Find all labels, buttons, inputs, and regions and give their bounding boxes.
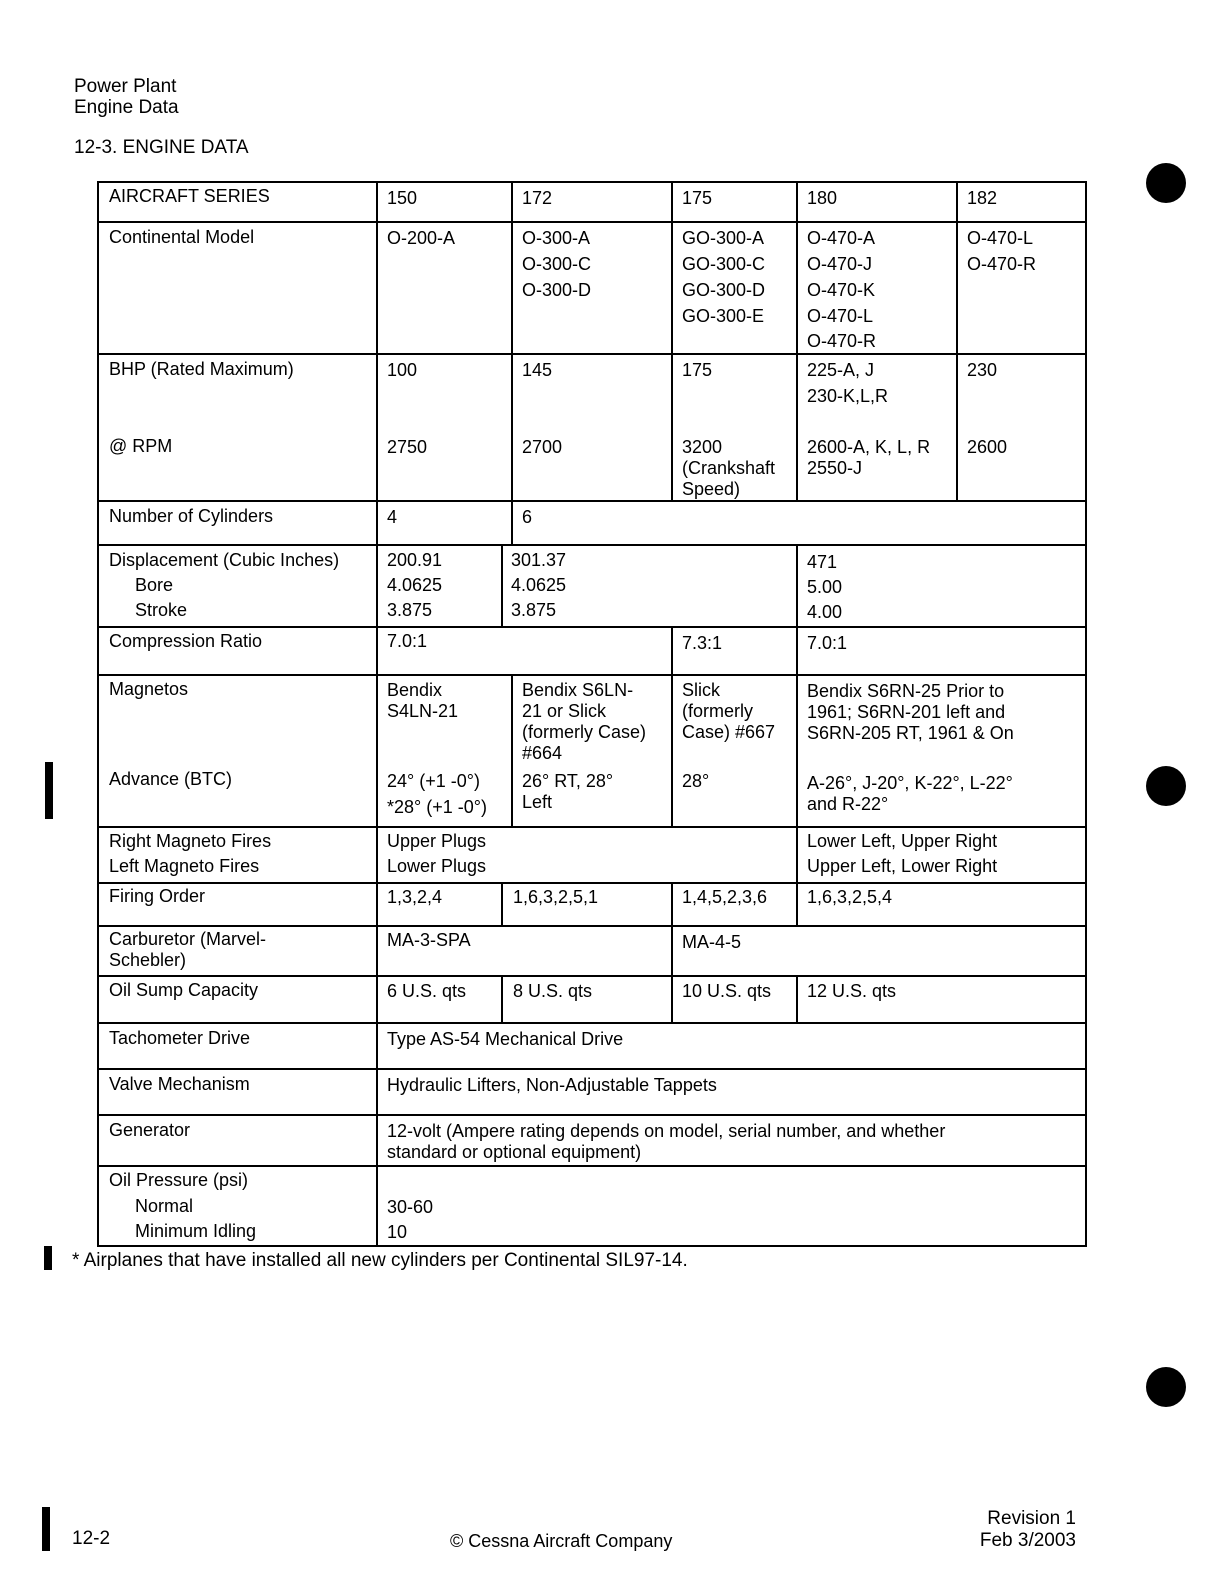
- row-valve-mechanism: [97, 1068, 1087, 1114]
- footnote: * Airplanes that have installed all new cylinders per Continental SIL97-14.: [72, 1250, 688, 1271]
- carburetor-label-a: Carburetor (Marvel-: [109, 929, 267, 949]
- row-compression: [97, 626, 1087, 674]
- firing-175: 1,4,5,2,3,6: [682, 887, 768, 907]
- oil-sump-180-182: 12 U.S. qts: [807, 981, 897, 1001]
- row-cylinders: [97, 500, 1087, 544]
- section-title: 12-3. ENGINE DATA: [74, 137, 249, 158]
- oil-sump-175: 10 U.S. qts: [682, 981, 772, 1001]
- oil-sump-172: 8 U.S. qts: [513, 981, 593, 1001]
- magneto-175-c: Case) #667: [682, 722, 776, 742]
- magneto-172-a: Bendix S6LN-: [522, 680, 634, 700]
- model-180-j: O-470-J: [807, 254, 873, 274]
- advance-175: 28°: [682, 771, 710, 791]
- displacement-172-175: 301.37: [511, 550, 567, 570]
- cylinders-rest: 6: [522, 507, 533, 527]
- model-175-e: GO-300-E: [682, 306, 765, 326]
- magneto-180-182-a: Bendix S6RN-25 Prior to: [807, 681, 1005, 701]
- firing-172: 1,6,3,2,5,1: [513, 887, 599, 907]
- compression-175: 7.3:1: [682, 633, 723, 653]
- row-aircraft-series: [97, 181, 1087, 221]
- series-180: 180: [807, 188, 838, 208]
- model-172-a: O-300-A: [522, 228, 591, 248]
- series-182: 182: [967, 188, 998, 208]
- model-182-l: O-470-L: [967, 228, 1034, 248]
- bore-label: Bore: [135, 575, 174, 595]
- rpm-180-a: 2600-A, K, L, R: [807, 437, 931, 457]
- rpm-label: @ RPM: [109, 436, 173, 456]
- model-180-l: O-470-L: [807, 306, 874, 326]
- displacement-label: Displacement (Cubic Inches): [109, 550, 340, 570]
- series-172: 172: [522, 188, 553, 208]
- cylinders-label: Number of Cylinders: [109, 506, 274, 526]
- rpm-175-c: Speed): [682, 479, 741, 499]
- carburetor-label-b: Schebler): [109, 950, 187, 970]
- stroke-180-182: 4.00: [807, 602, 843, 622]
- oil-pressure-label: Oil Pressure (psi): [109, 1170, 249, 1190]
- advance-172-a: 26° RT, 28°: [522, 771, 614, 791]
- firing-150: 1,3,2,4: [387, 887, 443, 907]
- header-engine-data: Engine Data: [74, 97, 179, 118]
- row-generator: [97, 1114, 1087, 1165]
- left-fires-150-175: Lower Plugs: [387, 856, 487, 876]
- firing-180-182: 1,6,3,2,5,4: [807, 887, 893, 907]
- stroke-172-175: 3.875: [511, 600, 557, 620]
- magnetos-label: Magnetos: [109, 679, 189, 699]
- rpm-180-b: 2550-J: [807, 458, 863, 478]
- rpm-150: 2750: [387, 437, 428, 457]
- row-magnetos: [97, 674, 1087, 826]
- oil-sump-label: Oil Sump Capacity: [109, 980, 259, 1000]
- cylinders-150: 4: [387, 507, 398, 527]
- page-number: 12-2: [72, 1528, 111, 1549]
- row-firing-order: [97, 882, 1087, 925]
- aircraft-series-label: AIRCRAFT SERIES: [109, 186, 270, 206]
- firing-order-label: Firing Order: [109, 886, 206, 906]
- generator-value-b: standard or optional equipment): [387, 1142, 642, 1162]
- model-180-a: O-470-A: [807, 228, 876, 248]
- carburetor-150-172: MA-3-SPA: [387, 930, 471, 950]
- stroke-150: 3.875: [387, 600, 433, 620]
- row-continental-model: [97, 221, 1087, 353]
- valve-mechanism-value: Hydraulic Lifters, Non-Adjustable Tappets: [387, 1075, 717, 1095]
- compression-150-172: 7.0:1: [387, 631, 428, 651]
- displacement-150: 200.91: [387, 550, 443, 570]
- binder-hole-middle: [1146, 766, 1186, 806]
- magneto-172-d: #664: [522, 743, 563, 763]
- continental-model-label: Continental Model: [109, 227, 255, 247]
- bhp-180-b: 230-K,L,R: [807, 386, 889, 406]
- bore-150: 4.0625: [387, 575, 443, 595]
- left-fires-180-182: Upper Left, Lower Right: [807, 856, 998, 876]
- model-172-c: O-300-C: [522, 254, 592, 274]
- magneto-172-b: 21 or Slick: [522, 701, 607, 721]
- magneto-172-c: (formerly Case): [522, 722, 647, 742]
- series-175: 175: [682, 188, 713, 208]
- binder-hole-bottom: [1146, 1367, 1186, 1407]
- advance-150-b: *28° (+1 -0°): [387, 797, 487, 817]
- model-175-d: GO-300-D: [682, 280, 766, 300]
- model-182-r: O-470-R: [967, 254, 1037, 274]
- row-oil-sump: [97, 975, 1087, 1022]
- bhp-182: 230: [967, 360, 998, 380]
- right-fires-180-182: Lower Left, Upper Right: [807, 831, 998, 851]
- bore-172-175: 4.0625: [511, 575, 567, 595]
- series-150: 150: [387, 188, 418, 208]
- model-180-k: O-470-K: [807, 280, 876, 300]
- revision-bar-advance: [45, 762, 53, 819]
- magneto-150-a: Bendix: [387, 680, 443, 700]
- stroke-label: Stroke: [135, 600, 188, 620]
- oil-pressure-min-label: Minimum Idling: [135, 1221, 257, 1241]
- binder-hole-top: [1146, 163, 1186, 203]
- magneto-180-182-c: S6RN-205 RT, 1961 & On: [807, 723, 1014, 743]
- row-oil-pressure: [97, 1165, 1087, 1247]
- header-power-plant: Power Plant: [74, 76, 177, 97]
- right-fires-150-175: Upper Plugs: [387, 831, 487, 851]
- revision: Revision 1: [987, 1508, 1076, 1529]
- model-150: O-200-A: [387, 228, 456, 248]
- model-180-r: O-470-R: [807, 331, 877, 351]
- carburetor-175-182: MA-4-5: [682, 932, 742, 952]
- generator-value-a: 12-volt (Ampere rating depends on model, serial number, and whether: [387, 1121, 946, 1141]
- row-carburetor: [97, 925, 1087, 975]
- magneto-175-b: (formerly: [682, 701, 753, 721]
- oil-sump-150: 6 U.S. qts: [387, 981, 467, 1001]
- magneto-150-b: S4LN-21: [387, 701, 459, 721]
- row-tachometer: [97, 1022, 1087, 1068]
- bore-180-182: 5.00: [807, 577, 843, 597]
- revision-date: Feb 3/2003: [979, 1530, 1076, 1551]
- rpm-175-a: 3200: [682, 437, 723, 457]
- bhp-172: 145: [522, 360, 553, 380]
- rpm-172: 2700: [522, 437, 563, 457]
- bhp-180-a: 225-A, J: [807, 360, 875, 380]
- engine-data-table: [97, 181, 1087, 1247]
- compression-label: Compression Ratio: [109, 631, 263, 651]
- tachometer-label: Tachometer Drive: [109, 1028, 251, 1048]
- copyright: © Cessna Aircraft Company: [450, 1531, 673, 1551]
- advance-label: Advance (BTC): [109, 769, 233, 789]
- compression-180-182: 7.0:1: [807, 633, 848, 653]
- tachometer-value: Type AS-54 Mechanical Drive: [387, 1029, 624, 1049]
- bhp-175: 175: [682, 360, 713, 380]
- row-magneto-fires: [97, 826, 1087, 882]
- right-magneto-fires-label: Right Magneto Fires: [109, 831, 272, 851]
- model-172-d: O-300-D: [522, 280, 592, 300]
- displacement-180-182: 471: [807, 552, 838, 572]
- oil-pressure-normal-label: Normal: [135, 1196, 194, 1216]
- bhp-150: 100: [387, 360, 418, 380]
- generator-label: Generator: [109, 1120, 191, 1140]
- advance-180-182-b: and R-22°: [807, 794, 889, 814]
- bhp-label: BHP (Rated Maximum): [109, 359, 294, 379]
- magneto-175-a: Slick: [682, 680, 721, 700]
- revision-bar-footer: [42, 1507, 50, 1551]
- model-175-c: GO-300-C: [682, 254, 766, 274]
- oil-pressure-normal: 30-60: [387, 1197, 434, 1217]
- advance-150-a: 24° (+1 -0°): [387, 771, 480, 791]
- model-175-a: GO-300-A: [682, 228, 765, 248]
- row-bhp-rpm: [97, 353, 1087, 500]
- revision-bar-footnote: [44, 1246, 52, 1270]
- oil-pressure-min: 10: [387, 1222, 408, 1242]
- valve-mechanism-label: Valve Mechanism: [109, 1074, 250, 1094]
- magneto-180-182-b: 1961; S6RN-201 left and: [807, 702, 1006, 722]
- rpm-182: 2600: [967, 437, 1008, 457]
- row-displacement: [97, 544, 1087, 626]
- rpm-175-b: (Crankshaft: [682, 458, 776, 478]
- advance-172-b: Left: [522, 792, 553, 812]
- left-magneto-fires-label: Left Magneto Fires: [109, 856, 260, 876]
- advance-180-182-a: A-26°, J-20°, K-22°, L-22°: [807, 773, 1013, 793]
